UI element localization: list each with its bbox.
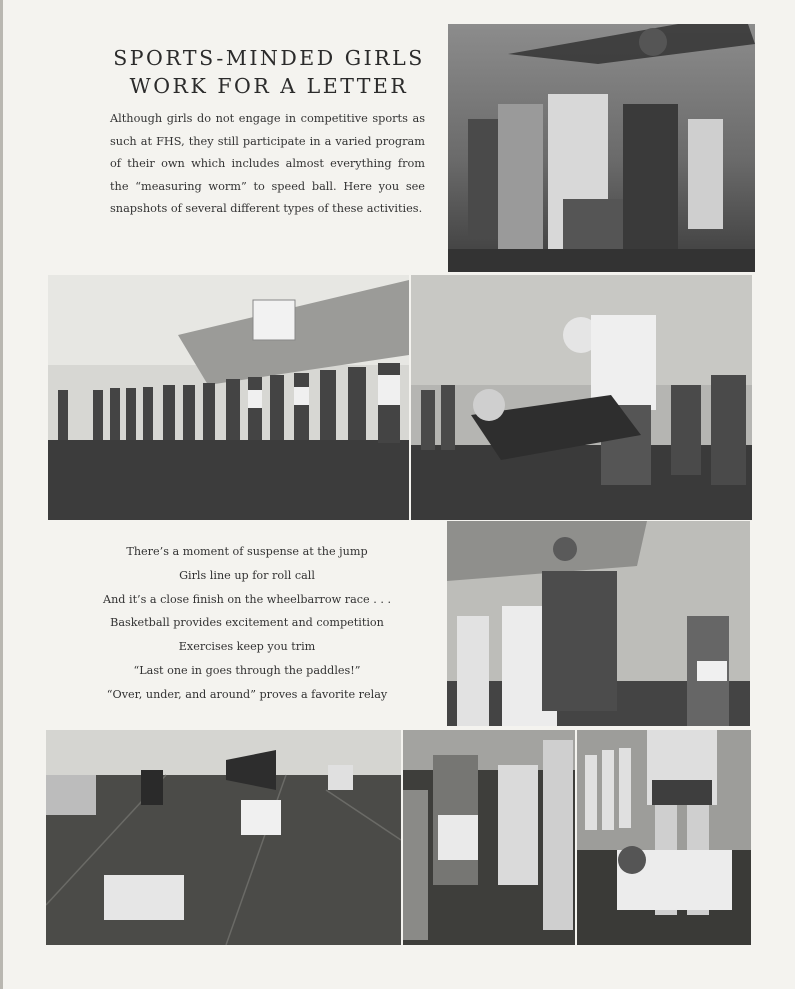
caption-basketball: Basketball provides excitement and competition [110,616,384,630]
title-line-1: SPORTS-MINDED GIRLS [113,46,425,70]
photo-captions [56,540,438,707]
photo-jump-ball [448,24,755,272]
caption-paddles: “Last one in goes through the paddles!” [133,663,361,677]
photo-wheelbarrow-race [411,275,752,520]
photo-relay [577,730,751,945]
photo-paddles [403,730,575,945]
caption-roll-call: Girls line up for roll call [179,568,315,582]
photo-exercises [46,730,401,945]
photo-basketball [447,521,750,726]
caption-exercises: Exercises keep you trim [178,640,316,654]
page-title [96,44,442,100]
caption-jump-ball: There’s a moment of suspense at the jump [126,545,368,558]
photo-roll-call [48,275,409,520]
intro-paragraph: Although girls do not engage in competitive sports as such at FHS, they still participate in a varied program of their own which includes almost everything from the “measuring worm” to speed ball. Here you see snapshots of several different types of these activities. [110,112,425,215]
caption-wheelbarrow: And it’s a close finish on the wheelbarrow race . . . [102,592,391,606]
title-line-2: WORK FOR A LETTER [129,74,409,98]
page-edge [0,0,3,989]
caption-relay: “Over, under, and around” proves a favorite relay [106,687,388,701]
